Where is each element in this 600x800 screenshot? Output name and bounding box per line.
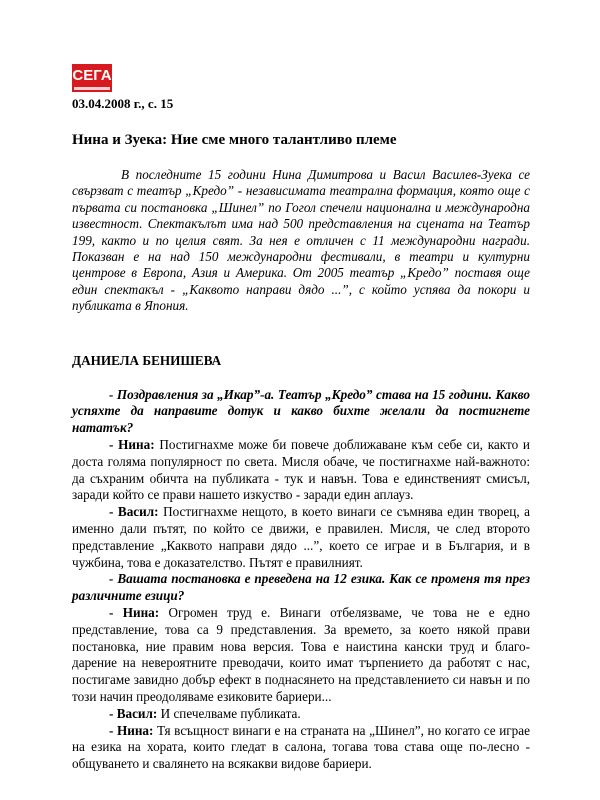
answer-paragraph bbox=[72, 706, 530, 723]
answer-paragraph bbox=[72, 437, 530, 504]
answer-text: Постигнахме може би повече доближаване към себе си, както и доста голяма популярност по света. Мисля обаче, че постигнахме най-важното: да съхраним обичта на публиката - тук и навън. Това е единственият смисъл, заради който се прави нашето изкуство - заради един аплауз. bbox=[72, 437, 530, 503]
answer-text: Огромен труд е. Винаги отбелязваме, че това не е едно представление, това са 9 представления. За времето, за което някой прави постановка, ние правим нова версия. Това е наистина кански труд и благо-дарение на невероятните преводачи, които имат търпението да работят с нас, постигаме завидно добър ефект в поднасянето на представлението си навън и по този начин преодоляваме езиковите бариери... bbox=[72, 605, 530, 704]
speaker-label: - Нина: bbox=[109, 437, 155, 453]
speaker-label: - Нина: bbox=[109, 605, 160, 621]
answer-paragraph bbox=[72, 504, 530, 571]
logo-underline bbox=[74, 87, 110, 90]
speaker-label: - Нина: bbox=[109, 722, 154, 738]
speaker-label: - Васил: bbox=[109, 504, 159, 520]
article-lead: В последните 15 години Нина Димитрова и Васил Василев-Зуека се свързват с театър „Кредо” - независимата театрална формация, която още с първата си постановка „Шинел” по Гогол спечели национална и международна известност. Спектакълът има над 500 представления на сцената на Театър 199, както и по целия свят. За нея е отличен с 11 международни награди. Показван е на над 150 международни фестивали, в театри и културни центрове в Европа, Азия и Америка. От 2005 театър „Кредо” поставя още един спектакъл - „Каквото направи дядо ...”, с който успява да покори и публиката в Япония. bbox=[72, 167, 530, 314]
article-author: ДАНИЕЛА БЕНИШЕВА bbox=[72, 352, 222, 368]
answer-text: Тя всъщност винаги е на страната на „Шинел”, но когато се играе на езика на хората, които гледат в салона, тогава това става още по-лесно - общуването и свалянето на всякакви видове бариери. bbox=[72, 722, 530, 772]
article-title: Нина и Зуека: Ние сме много талантливо племе bbox=[72, 132, 397, 148]
interview-body bbox=[72, 387, 530, 773]
logo-text: СЕГА bbox=[72, 67, 112, 84]
answer-text: И спечелваме публиката. bbox=[157, 705, 301, 721]
article-page bbox=[72, 64, 530, 773]
newspaper-logo bbox=[72, 64, 112, 92]
answer-text: Постигнахме нещото, в което винаги се съмнява един творец, а именно дали пътят, по който се движи, е правилен. Мисля, че след второто представление „Каквото направи дядо ...”, което се играе и в България, и в чужбина, това е доказателство. Пътят е правилният. bbox=[72, 504, 530, 570]
question-paragraph: - Вашата постановка е преведена на 12 езика. Как се променя тя през различните езици? bbox=[72, 571, 530, 604]
question-paragraph: - Поздравления за „Икар”-а. Театър „Кредо” става на 15 години. Какво успяхте да направите дотук и какво бихте желали да постигнете нататък? bbox=[72, 386, 530, 436]
publication-date: 03.04.2008 г., с. 15 bbox=[72, 96, 174, 111]
speaker-label: - Васил: bbox=[109, 705, 158, 721]
answer-paragraph bbox=[72, 605, 530, 706]
answer-paragraph bbox=[72, 723, 530, 773]
